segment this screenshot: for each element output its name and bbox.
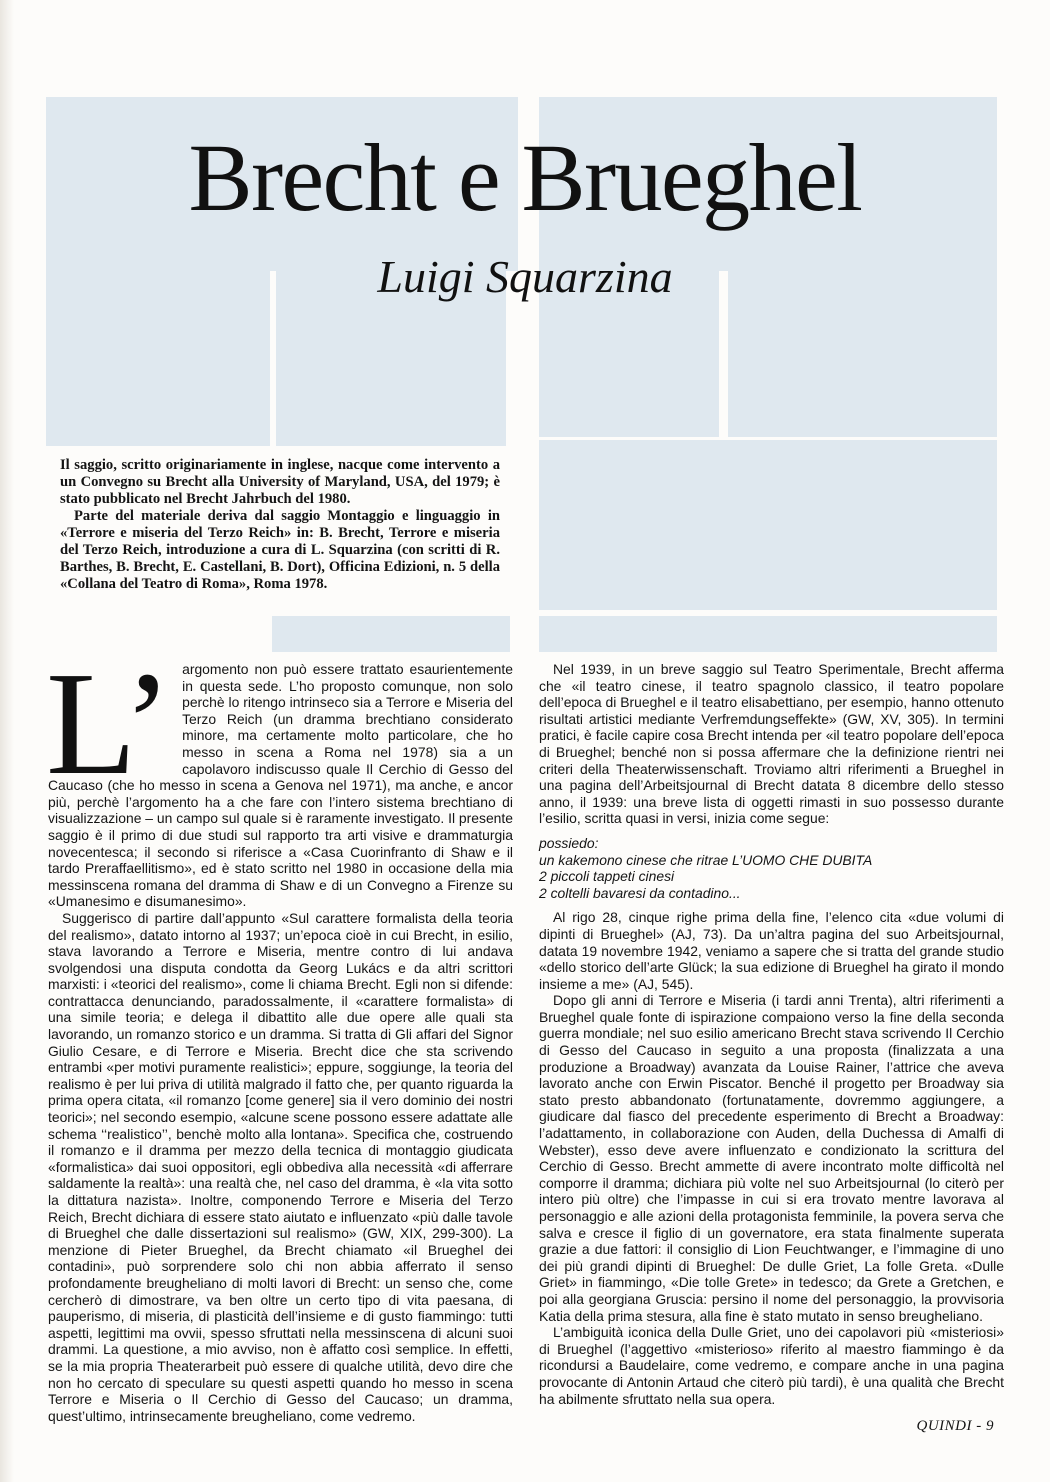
left-column bbox=[46, 642, 513, 1424]
body-paragraph: Suggerisco di partire dall’appunto «Sul carattere formalista della teoria del realismo», datato intorno al 1937; un’epoca cioè in cui Brecht, in esilio, stava lavorando a Terrore e Miseria, mentre contro di lui andava svolgendosi una disputa condotta da Georg Lukács e da altri scrittori marxisti: i «teorici del realismo», come li chiama Brecht. Egli non si difende: contrattacca denunciando, paradossalmente, il «carattere formalista» di una simile teoria; e delega il dibattito alle due opere alle quali sta lavorando, un romanzo storico e un dramma. Si tratta di Gli affari del Signor Giulio Cesare, e di Terrore e Miseria. Brecht dice che sta scrivendo entrambi «per motivi puramente realistici»; eppure, soggiunge, la teoria del realismo è per lui priva di utilità malgrado il fatto che, per quanto riguarda la prima opera citata, «il romanzo [come genere] sia il vero dominio dei nostri teorici»; nel secondo esempio, «alcune scene possono essere adattate alle schema ‘‘realistico’’, benchè molto alla lontana». Specifica che, costruendo il romanzo e il dramma per mezzo della tecnica di montaggio giudicata «formalistica» dai suoi oppositori, egli obbediva alla necessità «di afferrare saldamente la realtà»: una realtà che, nel caso del dramma, è «la vita sotto la dittatura nazista». Inoltre, componendo Terrore e Miseria del Terzo Reich, Brecht dichiara di essere stato aiutato e influenzato «più dalle tavole di Brueghel che dalle dissertazioni sul realismo» (GW, XIX, 299-300). La menzione di Pieter Brueghel, da Brecht chiamato «il Brueghel dei contadini», può sorprendere solo chi non abbia afferrato il senso profondamente breugheliano di molti lavori di Brecht: un senso che, come cercherò di dimostrare, va ben oltre un certo tipo di vita paesana, di pauperismo, di miseria, di plasticità dell’insieme e di gusto fiammingo: tutti aspetti, legittimi ma ovvii, spesso sfruttati nella messinscena di alcuni suoi drammi. La questione, a mio avviso, non è affatto così semplice. In effetti, se la mia propria Theaterarbeit può essere di qualche utilità, devo dire che non ho cercato di speculare su questi aspetti quando ho messo in scena Terrore e Miseria o Il Cerchio di Gesso del Caucaso; un dramma, quest’ultimo, intrinsecamente breugheliano, come vedremo. bbox=[48, 909, 513, 1424]
page-number: QUINDI - 9 bbox=[916, 1418, 994, 1434]
background-panel bbox=[272, 616, 510, 652]
author-name: Luigi Squarzina bbox=[377, 251, 673, 302]
quoted-line: 2 piccoli tappeti cinesi bbox=[539, 868, 675, 885]
quoted-line: un kakemono cinese che ritrae L’UOMO CHE DUBITA bbox=[539, 851, 873, 868]
quoted-line: 2 coltelli bavaresi da contadino... bbox=[539, 884, 741, 901]
body-paragraph: Al rigo 28, cinque righe prima della fine, l’elenco cita «due volumi di dipinti di Brueghel» (AJ, 73). Da un’altra pagina del suo Arbeitsjournal, datata 19 novembre 1942, veniamo a sapere che si tratta del grande studio «dello storico dell’arte Glück; la sua edizione di Brueghel ha girato il mondo insieme a me» (AJ, 545). bbox=[539, 909, 1004, 992]
intro-note bbox=[60, 457, 500, 593]
drop-cap: L’ bbox=[46, 642, 173, 806]
body-paragraph: L’ambiguità iconica della Dulle Griet, uno dei capolavori più «misteriosi» di Brueghel (l’aggettivo «misterioso» riferito al maestro fiammingo è da ricondursi a Baudelaire, come vedremo, e compare anche in una pagina provocante di Antonin Artaud che citerò più tardi), è una qualità che Brecht ha abilmente sfruttato nella sua opera. bbox=[539, 1324, 1004, 1407]
right-column bbox=[539, 661, 1004, 1407]
body-paragraph: Nel 1939, in un breve saggio sul Teatro Sperimentale, Brecht afferma che «il teatro cinese, il teatro spagnolo classico, il teatro popolare dell’epoca di Brueghel e il teatro elisabettiano, per esempio, hanno ottenuto risultati artistici mediante Verfremdungseffekte» (GW, XV, 305). In termini pratici, è facile capire cosa Brecht intenda per «il teatro popolare dell’epoca di Brueghel; benché non si possa affermare che la definizione rientri nei criteri della Theaterwissenschaft. Troviamo altri riferimenti a Brueghel in una pagina dell’Arbeitsjournal di Brecht datata 8 dicembre dello stesso anno, il 1939: una breve lista di oggetti rimasti in suo possesso durante l’esilio, scritta quasi in versi, inizia come segue: bbox=[539, 661, 1004, 827]
quoted-list bbox=[539, 835, 1004, 901]
body-paragraph: argomento non può essere trattato esaurientemente in questa sede. L’ho proposto comunque, non solo perchè lo ritengo intrinseco sia a Terrore e Miseria del Terzo Reich (un dramma brechtiano considerato minore, ma certamente molto particolare, che ho messo in scena a Roma nel 1978) sia a un capolavoro indiscusso quale Il Cerchio di Gesso del Caucaso (che ho messo in scena a Genova nel 1971), ma anche, e ancor più, perchè l’argomento ha a che fare con l’intero sistema brechtiano di visualizzazione – un campo sul quale si è raramente investigato. Il presente saggio è il primo di due studi sul rapporto tra arti visive e drammaturgia novecentesca; il secondo si riferisce a «Casa Cuorinfranto di Shaw e il tardo Preraffaellitismo», ed è stato scritto nel 1980 in occasione della mia messinscena romana del dramma di Shaw e di un Convegno a Firenze su «Umanesimo e disumanesimo». bbox=[48, 661, 513, 910]
quoted-line: possiedo: bbox=[539, 834, 599, 851]
page-title: Brecht e Brueghel bbox=[188, 124, 862, 231]
intro-paragraph: Il saggio, scritto originariamente in inglese, nacque come intervento a un Convegno su Brecht alla University of Maryland, USA, del 1979; è stato pubblicato nel Brecht Jahrbuch del 1980. bbox=[60, 457, 500, 507]
background-panel bbox=[539, 616, 997, 652]
body-paragraph: Dopo gli anni di Terrore e Miseria (i tardi anni Trenta), altri riferimenti a Brueghel quale fonte di ispirazione compaiono verso la fine della seconda guerra mondiale; nel suo esilio americano Brecht stava scrivendo Il Cerchio di Gesso del Caucaso in seguito a una proposta (finalizzata a una produzione a Broadway) avanzata da Louise Rainer, l’attrice che aveva lavorato anche con Erwin Piscator. Benché il progetto per Broadway sia stato presto abbandonato (fortunatamente, dovremmo aggiungere, a giudicare dal fiasco del precedente esperimento di Brecht a Broadway: l’adattamento, in collaborazione con Auden, della Duchessa di Amalfi di Webster), esso deve avere influenzato e condizionato la scrittura del Cerchio di Gesso. Brecht ammette di avere incontrato molte difficoltà nel comporre il dramma; dichiara più volte nel suo Arbeitsjournal (lo citerò per intero più oltre) che l’impasse in cui si era trovato mentre lavorava al personaggio e alle azioni della protagonista femminile, la povera serva che salva e cresce il figlio di un governatore, era stata finalmente superata grazie a due fattori: il consiglio di Lion Feuchtwanger, e l’immagine di uno dei più grandi dipinti di Brueghel: De dulle Griet, La folle Greta. «Dulle Griet» in fiammingo, «Die tolle Grete» in tedesco; da Grete a Gretchen, e poi alla georgiana Gruscia: persino il nome del personaggio, la provvisoria Katia della prima stesura, alla fine è stato mutato in senso breugheliano. bbox=[539, 992, 1004, 1324]
intro-paragraph: Parte del materiale deriva dal saggio Montaggio e linguaggio in «Terrore e miseria del Terzo Reich» in: B. Brecht, Terrore e miseria del Terzo Reich, introduzione a cura di L. Squarzina (con scritti di R. Barthes, B. Brecht, E. Castellani, B. Dort), Officina Edizioni, n. 5 della «Collana del Teatro di Roma», Roma 1978. bbox=[60, 508, 500, 592]
background-panel bbox=[539, 440, 997, 610]
